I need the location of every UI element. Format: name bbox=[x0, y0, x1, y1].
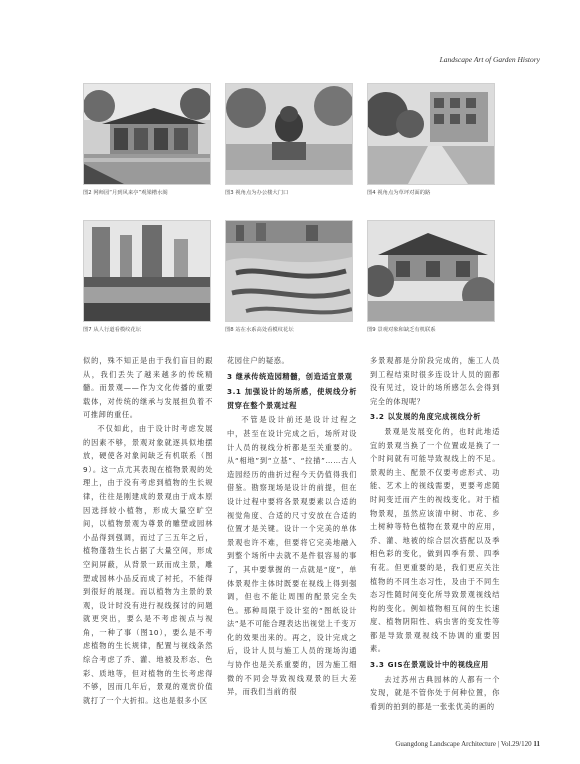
subsection-heading: 3.1 加强设计的场所感，使规线分析贯穿在整个景观过程 bbox=[227, 387, 357, 410]
paragraph: 景观是发展变化的，也时此地适宜的景观当换了一个位置或是换了一个时间就有可能导致视线上的不足。景观的主、配景不仅要考虑形式、功能、艺术上的视线需要，更要考虑随时间变迁而产生的视线变化。对于植物景观，虽然应该清中树、市花、乡土树种等特色植物在景观中的应用，乔、灌、地被的综合层次搭配以及季相色彩的变化，做到四季有景、四季有花。但更重要的是，我们更应关注植物的不同生态习性，及由于不同生态习性随时间变化所导致景观视线结构的变化。例如植物相互间的生长速度、植物阴阳性、病虫害的变发性等都是导致景观视线不协调的重要因素。 bbox=[370, 426, 500, 654]
figure-7 bbox=[83, 220, 209, 333]
figure-3 bbox=[225, 83, 351, 196]
section-heading: 3 继承传统造园精髓，创造适宜景观 bbox=[227, 371, 353, 381]
text-column-left bbox=[83, 354, 213, 707]
figure-7-caption: 图7 从人行道看模纹花坛 bbox=[83, 327, 142, 333]
figure-2-photo-pavilion bbox=[83, 83, 211, 185]
paragraph: 去过苏州古典园林的人都有一个发现，就是不管你处于何种位置，你看到的拍到的都是一张张优美的画的 bbox=[370, 674, 500, 711]
figure-4-photo-lawn-road bbox=[367, 83, 495, 185]
page-footer: Guangdong Landscape Architecture | Vol.29/120 11 bbox=[395, 740, 540, 748]
figure-4 bbox=[367, 83, 493, 196]
figure-8-photo-elevated-flowerbed bbox=[225, 220, 353, 322]
figure-8 bbox=[225, 220, 351, 333]
journal-running-header: Landscape Art of Garden History bbox=[439, 55, 540, 64]
paragraph: 花园住户的疑惑。 bbox=[227, 356, 290, 365]
figure-2 bbox=[83, 83, 209, 196]
footer-journal-name: Guangdong Landscape Architecture bbox=[395, 740, 497, 748]
text-column-middle bbox=[227, 354, 357, 699]
paragraph: 似的，殊不知正是由于我们盲目的跟从，我们丢失了越来越多的传统精髓。而景观——作为文化传播的重要载体，对传统的继承与发展担负着不可推卸的重任。 bbox=[83, 356, 213, 420]
figure-8-caption: 图8 站在水系高处看模纹花坛 bbox=[225, 327, 294, 333]
figure-3-photo-office-gate bbox=[225, 83, 353, 185]
paragraph: 多景观都是分阶段完成的，施工人员到工程结束时很多连设计人员的面都没有见过，设计的场所感怎么会得到完全的体现呢？ bbox=[370, 356, 500, 406]
figure-9-photo-landscape-objects bbox=[367, 220, 495, 322]
subsection-heading: 3.2 以发展的角度完成视线分析 bbox=[370, 412, 482, 422]
figure-7-photo-sidewalk-flowerbed bbox=[83, 220, 211, 322]
footer-issue: Vol.29/120 bbox=[500, 740, 532, 748]
footer-page-number: 11 bbox=[533, 740, 540, 748]
paragraph: 不仅如此，由于设计时考虑发展的因素不够，景观对象就逐具似地摆放，硬使各对象间缺乏有机联系（图9）。这一点尤其表现在植物景观的处理上，由于没有考虑到植物的生长规律，往往是刚建成的景观由于成本原因选择较小植物，形成大量空旷空间，以植物景观为尊景的雕塑或园林小品得到强调，而过了三五年之后，植物蓬勃生长占据了大量空间，形成空间屏蔽，从背景一跃而成主景，雕塑或园林小品反而成了衬托，不能得到很好的展现。而以植物为主景的景观，设计时没有进行视线探讨的问题就更突出，要么是不考虑视点与视角，一种了事（图10），要么是不考虑植物的生长规律，配置与视线条然综合考虑了乔、灌、地被及形态、色彩、质地等，但对植物的生长考虑得不够，因而几年后，景观的观赏价值就打了一个大折扣。这也是很多小区 bbox=[83, 423, 213, 705]
figure-4-caption: 图4 视角点为草坪对面的路 bbox=[367, 190, 431, 196]
paragraph: 不管是设计前还是设计过程之中，甚至在设计完成之后，场所对设计人员的视线分析都是至关重要的。从“相地”到“立基”、“拉描”……古人造园经历的曲折过程今天仍值得我们借鉴。勘察现场是设计的前提，但在设计过程中要将各景观要素以合适的视觉角度、合适的尺寸安放在合适的位置才是关键。设计一个完美的单体景观也许不难，但要将它完美地融入到整个场所中去就不是件很容易的事了，其中要掌握的一点就是“度”，单体景观作主体时既要在视线上得到强调，但也不能让周围的配景完全失色。那种局限于设计室的“图纸设计法”是不可能合理表达出视觉上千变万化的效果出来的。再之，设计完成之后，设计人员与施工人员的现场沟通与协作也是关系重要的，因为施工细微的不同会导致视线观景的巨大差异，而我们当前的很 bbox=[227, 415, 357, 697]
figure-3-caption: 图3 视角点为办公楼大门口 bbox=[225, 190, 289, 196]
figure-9 bbox=[367, 220, 493, 333]
figure-2-caption: 图2 网师园“月到风来亭”观梁槽水阁 bbox=[83, 190, 168, 196]
figure-9-caption: 图9 景观对象和缺乏有机联系 bbox=[367, 327, 436, 333]
text-column-right bbox=[370, 354, 500, 713]
subsection-heading: 3.3 GIS在景观设计中的视线应用 bbox=[370, 660, 489, 670]
